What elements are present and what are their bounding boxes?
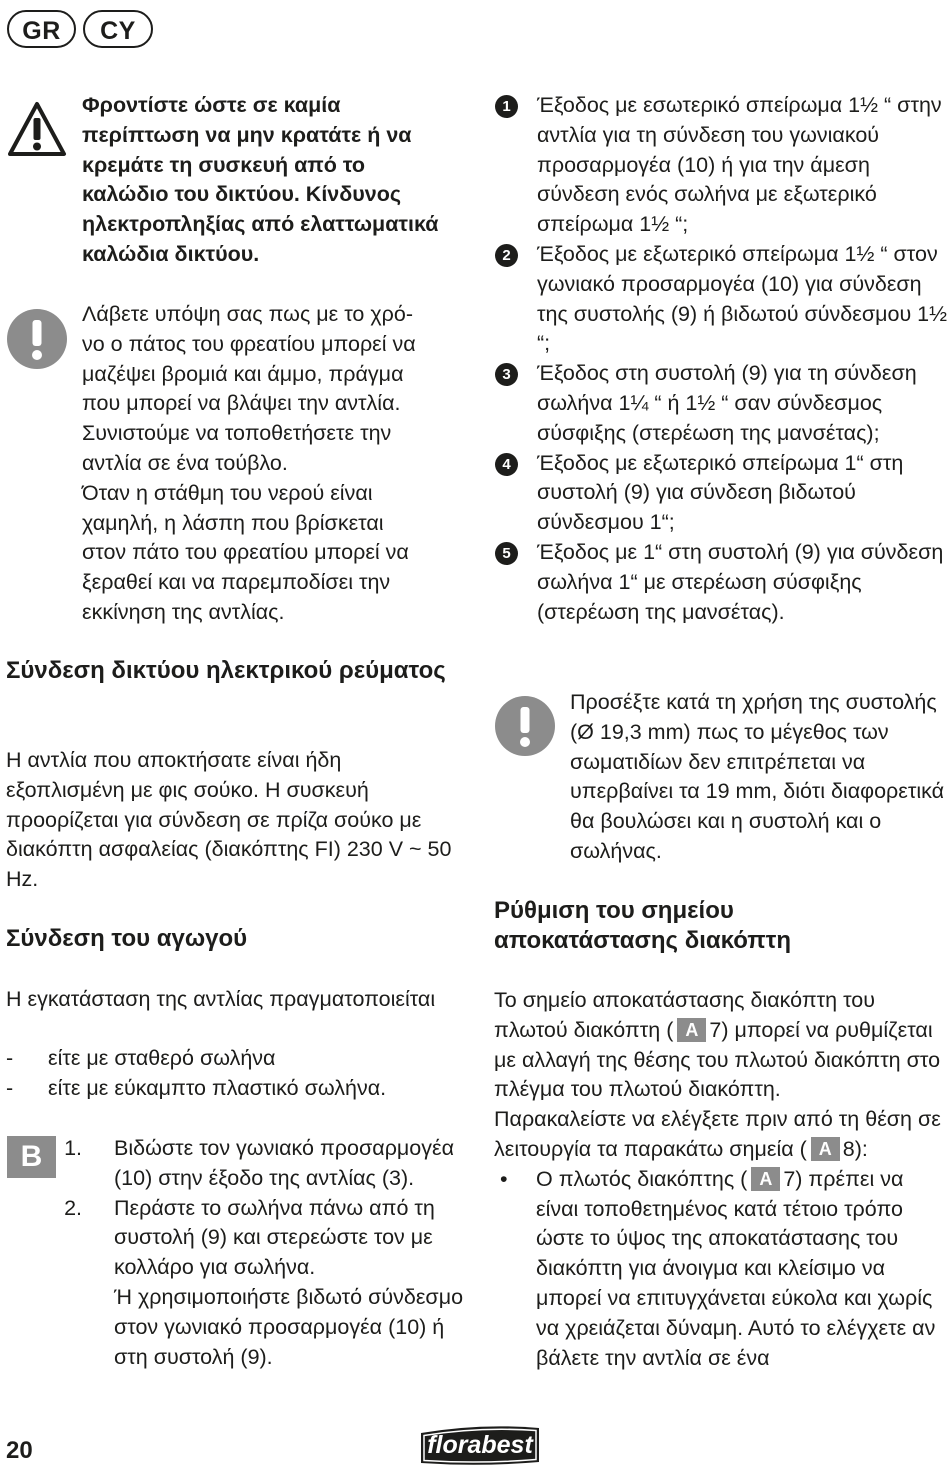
- outlet-item-5: 5 Έξοδος με 1“ στη συστολή (9) για σύνδεση σωλήνα 1“ με στερέωση σύσφιξης (στερέωση της μανσέτας).: [495, 538, 950, 627]
- power-connection-text: Η αντλία που αποκτήσατε είναι ήδη εξοπλισμένη με φις σούκο. Η συσκευή προορίζεται για σύνδεση σε πρίζα σούκο με διακόπτη ασφαλείας (διακόπτης FI) 230 V ~ 50 Hz.: [6, 748, 452, 892]
- outlet-item-1: 1 Έξοδος με εσωτερικό σπείρωμα 1½ “ στην αντλία για τη σύνδεση του γωνιακού προσαρμογέα (10) ή για την άμεση σύνδεση ενός σωλήνα με εξωτερικό σπείρωμα 1½ “;: [495, 91, 950, 240]
- figure-ref-a: A: [751, 1167, 780, 1191]
- pipe-intro-text: Η εγκατάσταση της αντλίας πραγματοποιείται: [6, 987, 436, 1011]
- dash-marker: -: [6, 1075, 14, 1100]
- number-3-icon: 3: [495, 363, 518, 386]
- bullet-marker: •: [500, 1166, 508, 1191]
- step-1: 1. Βιδώστε τον γωνιακό προσαρμογέα (10) στην έξοδο της αντλίας (3).: [42, 1134, 472, 1194]
- step-number: 2.: [64, 1195, 82, 1220]
- installation-steps: [42, 1134, 472, 1372]
- warning-triangle-icon: [6, 100, 68, 158]
- figure-ref-a: A: [811, 1137, 840, 1161]
- logo-text: florabest: [427, 1431, 533, 1459]
- number-5-icon: 5: [495, 542, 518, 565]
- country-badge-cy: CY: [83, 10, 153, 48]
- list-item: - είτε με σταθερό σωλήνα: [6, 1044, 466, 1074]
- step-2: 2. Περάστε το σωλήνα πάνω από τη συστολή (9) και στερεώστε τον με κολλάρο για σωλήνα.: [42, 1194, 472, 1283]
- figure-label-b: B: [7, 1136, 56, 1178]
- outlet-item-3: 3 Έξοδος στη συστολή (9) για τη σύνδεση σωλήνα 1¼ “ ή 1½ “ σαν σύνδεσμος σύσφιξης (στερέωση της μανσέτας);: [495, 359, 950, 448]
- reset-paragraph-1: Το σημείο αποκατάστασης διακόπτη του πλωτού διακόπτη ( A 7) μπορεί να ρυθμίζεται με αλλαγή της θέσης του πλωτού διακόπτη στο πλέγμα του πλωτού διακόπτη.: [494, 988, 941, 1102]
- number-1-icon: 1: [495, 95, 518, 118]
- heading-switch-reset: Ρύθμιση του σημείου αποκατάστασης διακόπτη: [494, 897, 791, 954]
- country-badge-gr: GR: [7, 10, 76, 48]
- reset-paragraph-2: Παρακαλείστε να ελέγξετε πριν από τη θέση σε λειτουργία τα παρακάτω σημεία ( A 8):: [494, 1107, 941, 1161]
- list-item: - είτε με εύκαμπτο πλαστικό σωλήνα.: [6, 1074, 466, 1104]
- list-item: • Ο πλωτός διακόπτης ( A 7) πρέπει να είναι τοποθετημένος κατά τέτοιο τρόπο ώστε το ύψος της αποκατάστασης του διακόπτη για άνοιγμα και κλείσιμο να μπορεί να επιτυγχάνεται εύκολα και χωρίς να χρειάζεται δύναμη. Αυτό το ελέγχετε αν βάλετε την αντλία σε ένα: [500, 1166, 936, 1370]
- page-number: 20: [6, 1437, 33, 1464]
- warning-text: Φροντίστε ώστε σε καμία περίπτωση να μην κρατάτε ή να κρεμάτε τη συσκευή από το καλώδιο του δικτύου. Κίνδυνος ηλεκτροπληξίας από ελαττωματικά καλώδια δικτύου.: [82, 93, 439, 266]
- outlet-list: [495, 91, 950, 627]
- pipe-options-list: [6, 1044, 466, 1104]
- notice-text: Λάβετε υπόψη σας πως με το χρό- νο ο πάτος του φρεατίου μπορεί να μαζέψει βρομιά και άμμο, πράγμα που μπορεί να βλάψει την αντλία. Συνιστούμε να τοποθετήσετε την αντλία σε ένα τούβλο. Όταν η στάθμη του νερού είναι χαμηλή, η λάσπη που βρίσκεται στον πάτο του φρεατίου μπορεί να ξεραθεί και να παρεμποδίσει την εκκίνηση της αντλίας.: [82, 302, 416, 624]
- outlet-item-2: 2 Έξοδος με εξωτερικό σπείρωμα 1½ “ στον γωνιακό προσαρμογέα (10) για σύνδεση της συστολής (9) ή βιδωτού σύνδεσμου 1½ “;: [495, 240, 950, 359]
- outlet-item-4: 4 Έξοδος με εξωτερικό σπείρωμα 1“ στη συστολή (9) για σύνδεση βιδωτού σύνδεσμου 1“;: [495, 449, 950, 538]
- heading-power-connection: Σύνδεση δικτύου ηλεκτρικού ρεύματος: [6, 657, 446, 684]
- dash-marker: -: [6, 1046, 14, 1070]
- step-number: 1.: [64, 1136, 82, 1160]
- heading-pipe-connection: Σύνδεση του αγωγού: [6, 925, 248, 952]
- figure-ref-a: A: [677, 1018, 706, 1042]
- florabest-logo: [415, 1420, 545, 1468]
- notice-exclamation-icon: [6, 308, 68, 370]
- number-2-icon: 2: [495, 244, 518, 267]
- switch-reset-text: [494, 986, 950, 1373]
- filter-notice-text: Προσέξτε κατά τη χρήση της συστολής (Ø 19,3 mm) πως το μέγεθος των σωματιδίων δεν επιτρέπεται να υπερβαίνει τα 19 mm, διότι διαφορετικά θα βουλώσει και η συστολή και ο σωλήνας.: [570, 690, 945, 863]
- notice-exclamation-icon: [494, 695, 556, 757]
- number-4-icon: 4: [495, 453, 518, 476]
- step-2-alternative: Ή χρησιμοποιήστε βιδωτό σύνδεσμο στον γωνιακό προσαρμογέα (10) ή στη συστολή (9).: [114, 1284, 464, 1369]
